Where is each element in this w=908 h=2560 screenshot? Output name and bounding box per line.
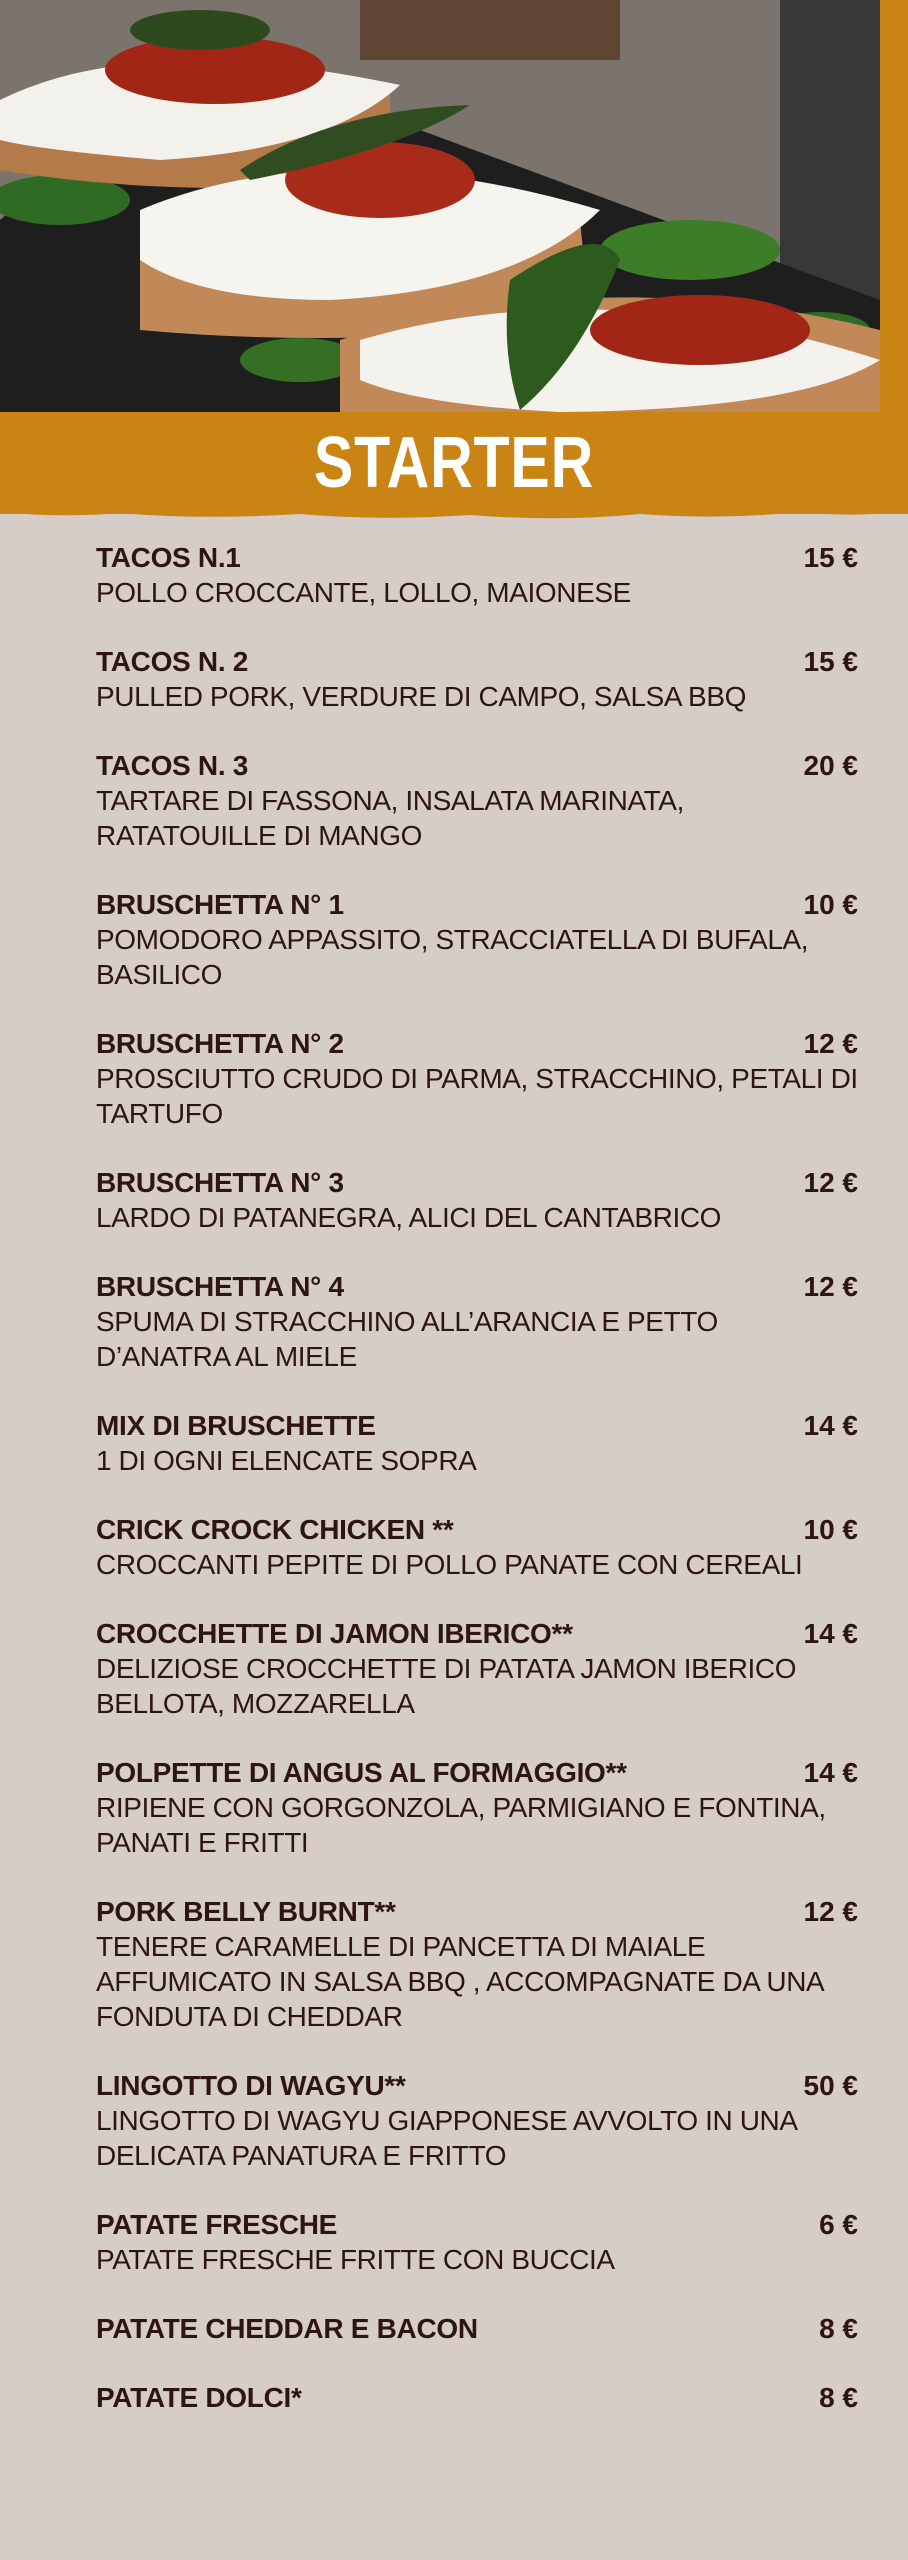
item-price: 20 € <box>803 750 858 781</box>
item-name: TACOS N. 3 <box>96 750 249 781</box>
menu-item <box>96 1408 858 1478</box>
item-description: TENERE CARAMELLE DI PANCETTA DI MAIALE AFFUMICATO IN SALSA BBQ , ACCOMPAGNATE DA UNA FONDUTA DI CHEDDAR <box>96 1931 823 2032</box>
item-name: BRUSCHETTA N° 3 <box>96 1167 344 1198</box>
item-name: BRUSCHETTA N° 2 <box>96 1028 344 1059</box>
menu-item <box>96 2311 858 2346</box>
item-price: 8 € <box>819 2382 858 2413</box>
menu-item <box>96 1269 858 1374</box>
item-name: TACOS N. 2 <box>96 646 249 677</box>
menu-item <box>96 1755 858 1860</box>
item-price: 15 € <box>803 646 858 677</box>
item-name: BRUSCHETTA N° 1 <box>96 889 344 920</box>
item-description: DELIZIOSE CROCCHETTE DI PATATA JAMON IBERICO BELLOTA, MOZZARELLA <box>96 1653 797 1719</box>
item-description: LINGOTTO DI WAGYU GIAPPONESE AVVOLTO IN UNA DELICATA PANATURA E FRITTO <box>96 2105 797 2171</box>
item-name: POLPETTE DI ANGUS AL FORMAGGIO** <box>96 1757 627 1788</box>
item-description: 1 DI OGNI ELENCATE SOPRA <box>96 1445 477 1476</box>
menu-item <box>96 644 858 714</box>
item-name: MIX DI BRUSCHETTE <box>96 1410 376 1441</box>
menu-item <box>96 1165 858 1235</box>
menu-item <box>96 1894 858 2034</box>
item-price: 15 € <box>803 542 858 573</box>
item-name: PATATE FRESCHE <box>96 2209 338 2240</box>
bruschetta-illustration <box>0 0 908 415</box>
item-description: POMODORO APPASSITO, STRACCIATELLA DI BUFALA, BASILICO <box>96 924 809 990</box>
section-title: STARTER <box>313 423 595 503</box>
item-price: 8 € <box>819 2313 858 2344</box>
menu-item <box>96 1026 858 1131</box>
menu-item <box>96 887 858 992</box>
item-price: 14 € <box>803 1410 858 1441</box>
item-description: PULLED PORK, VERDURE DI CAMPO, SALSA BBQ <box>96 681 746 712</box>
item-price: 12 € <box>803 1271 858 1302</box>
item-name: CROCCHETTE DI JAMON IBERICO** <box>96 1618 573 1649</box>
item-price: 10 € <box>803 889 858 920</box>
item-price: 12 € <box>803 1896 858 1927</box>
item-description: PATATE FRESCHE FRITTE CON BUCCIA <box>96 2244 615 2275</box>
item-price: 12 € <box>803 1167 858 1198</box>
menu-list <box>96 540 858 2449</box>
item-description: SPUMA DI STRACCHINO ALL’ARANCIA E PETTO D’ANATRA AL MIELE <box>96 1306 718 1372</box>
item-price: 10 € <box>803 1514 858 1545</box>
item-description: POLLO CROCCANTE, LOLLO, MAIONESE <box>96 577 631 608</box>
menu-item <box>96 748 858 853</box>
menu-item <box>96 1616 858 1721</box>
item-name: TACOS N.1 <box>96 542 241 573</box>
menu-item <box>96 540 858 610</box>
item-name: BRUSCHETTA N° 4 <box>96 1271 344 1302</box>
menu-item <box>96 2207 858 2277</box>
item-description: PROSCIUTTO CRUDO DI PARMA, STRACCHINO, PETALI DI TARTUFO <box>96 1063 858 1129</box>
menu-item <box>96 2068 858 2173</box>
item-description: CROCCANTI PEPITE DI POLLO PANATE CON CEREALI <box>96 1549 803 1580</box>
item-description: LARDO DI PATANEGRA, ALICI DEL CANTABRICO <box>96 1202 722 1233</box>
item-name: CRICK CROCK CHICKEN ** <box>96 1514 454 1545</box>
item-price: 12 € <box>803 1028 858 1059</box>
item-name: PORK BELLY BURNT** <box>96 1896 396 1927</box>
item-price: 50 € <box>803 2070 858 2101</box>
menu-item <box>96 1512 858 1582</box>
item-name: PATATE CHEDDAR E BACON <box>96 2313 478 2344</box>
bruschetta-photo <box>0 0 908 415</box>
item-price: 14 € <box>803 1757 858 1788</box>
menu-item <box>96 2380 858 2415</box>
item-price: 14 € <box>803 1618 858 1649</box>
item-price: 6 € <box>819 2209 858 2240</box>
item-name: LINGOTTO DI WAGYU** <box>96 2070 406 2101</box>
item-name: PATATE DOLCI* <box>96 2382 302 2413</box>
item-description: TARTARE DI FASSONA, INSALATA MARINATA, RATATOUILLE DI MANGO <box>96 785 684 851</box>
item-description: RIPIENE CON GORGONZOLA, PARMIGIANO E FONTINA, PANATI E FRITTI <box>96 1792 826 1858</box>
